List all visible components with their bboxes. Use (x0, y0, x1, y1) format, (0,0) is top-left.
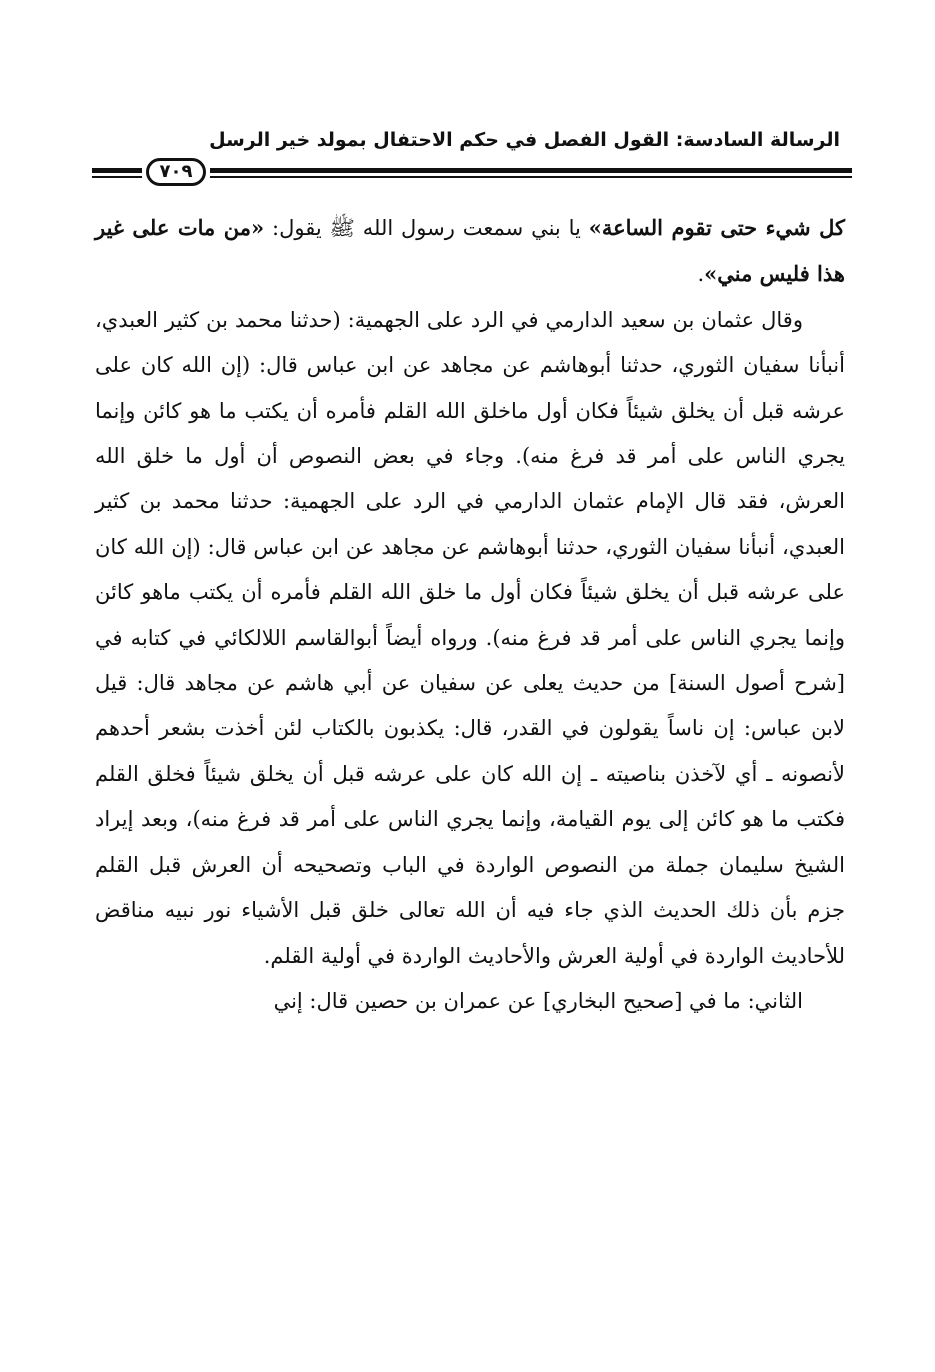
body-text (95, 205, 845, 1024)
p1-middle: يا بني سمعت رسول الله ﷺ يقول: (264, 216, 589, 240)
quote-bold-b: «من مات على غير هذا فليس مني» (95, 215, 845, 287)
header-rule (92, 158, 852, 188)
paragraph-2: وقال عثمان بن سعيد الدارمي في الرد على الجهمية: (حدثنا محمد بن كثير العبدي، أنبأنا سفيان الثوري، حدثنا أبوهاشم عن مجاهد عن ابن عباس قال: (إن الله كان على عرشه قبل أن يخلق شيئاً فكان أول ماخلق الله القلم فأمره أن يكتب ما هو كائن وإنما يجري الناس على أمر قد فرغ منه). وجاء في بعض النصوص أن أول ما خلق الله العرش، فقد قال الإمام عثمان الدارمي في الرد على الجهمية: حدثنا محمد بن كثير العبدي، أنبأنا سفيان الثوري، حدثنا أبوهاشم عن مجاهد عن ابن عباس قال: (إن الله كان على عرشه قبل أن يخلق شيئاً فكان أول ما خلق الله القلم فأمره أن يكتب ماهو كائن وإنما يجري الناس على أمر قد فرغ منه). ورواه أيضاً أبوالقاسم اللالكائي في كتابه في [شرح أصول السنة] من حديث يعلى عن سفيان عن أبي هاشم عن مجاهد قال: قيل لابن عباس: إن ناساً يقولون في القدر، قال: يكذبون بالكتاب لئن أخذت بشعر أحدهم لأنصونه ـ أي لآخذن بناصيته ـ إن الله كان على عرشه قبل أن يخلق شيئاً فخلق القلم فكتب ما هو كائن إلى يوم القيامة، وإنما يجري الناس على أمر قد فرغ منه)، وبعد إيراد الشيخ سليمان جملة من النصوص الواردة في الباب وتصحيحه أن العرش قبل القلم جزم بأن ذلك الحديث الذي جاء فيه أن الله تعالى خلق قبل الأشياء نور نبيه مناقض للأحاديث الواردة في أولية العرش والأحاديث الواردة في أولية القلم. (95, 307, 845, 968)
rule-right-segment (210, 168, 852, 173)
p1-end: . (697, 262, 705, 287)
paragraph-3: الثاني: ما في [صحيح البخاري] عن عمران بن حصين قال: إني (273, 988, 803, 1013)
running-header: الرسالة السادسة: القول الفصل في حكم الاحتفال بمولد خير الرسل (209, 129, 840, 151)
page-number: ٧٠٩ (146, 158, 206, 186)
paragraph-1 (95, 205, 845, 298)
rule-left-segment (92, 168, 142, 173)
quote-bold-a: كل شيء حتى تقوم الساعة» (588, 215, 845, 240)
